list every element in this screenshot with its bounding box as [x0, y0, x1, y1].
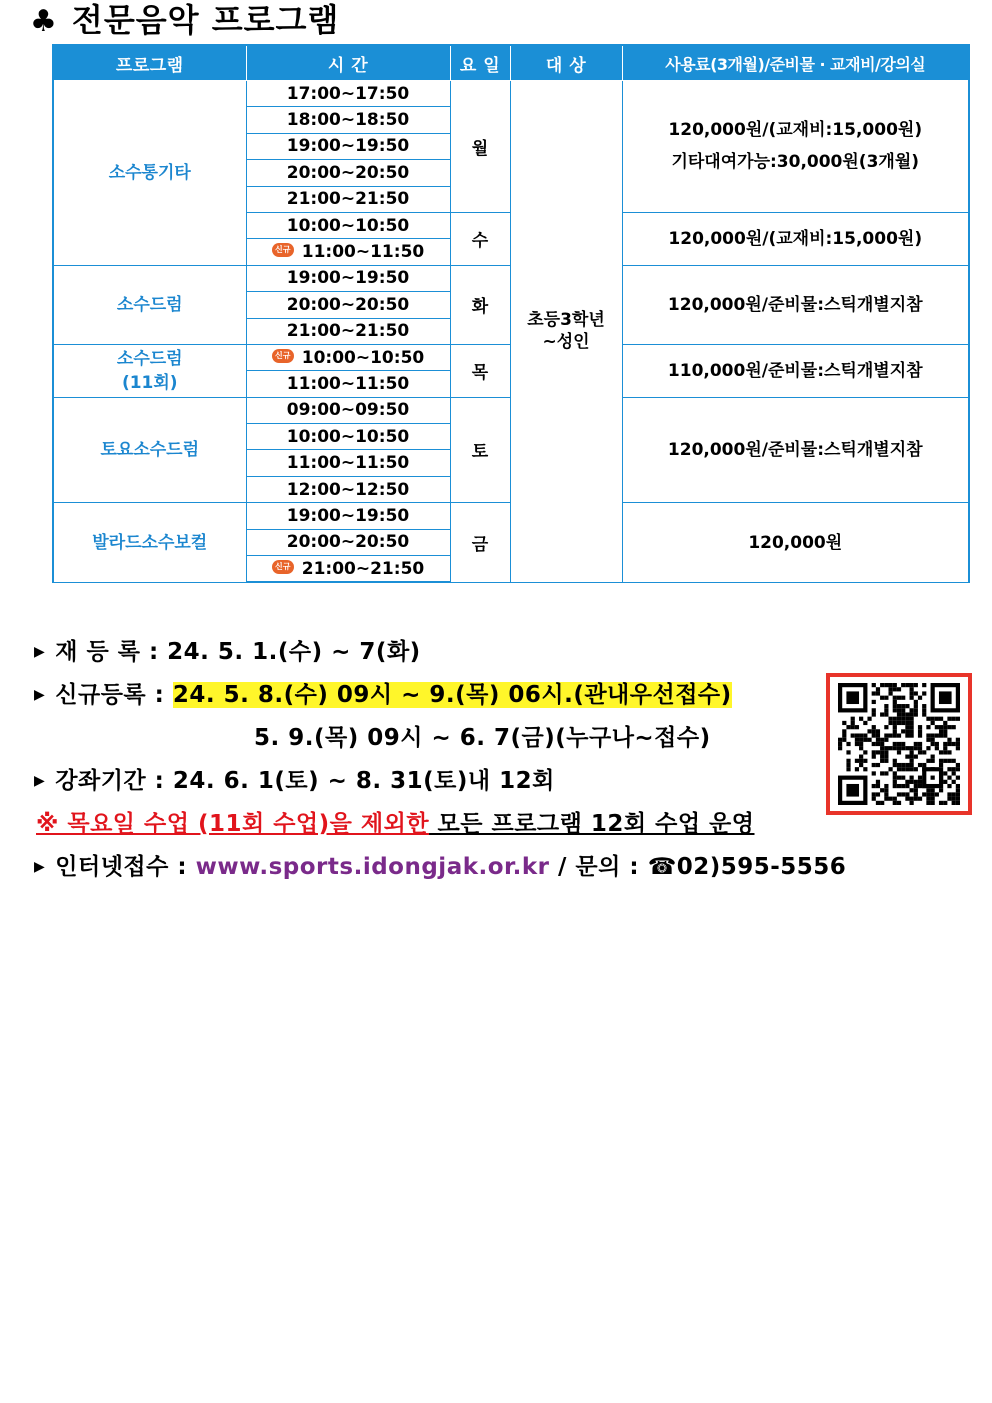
page-title: [30, 0, 339, 40]
day-cell: 목: [450, 344, 510, 397]
program-name-cell: 소수드럼 (11회): [53, 344, 246, 397]
time-cell: 신규 11:00~11:50: [246, 239, 450, 265]
time-cell: 10:00~10:50: [246, 212, 450, 238]
new-register-label: 신규등록 :: [55, 682, 173, 708]
new-register-line-2: [254, 722, 711, 754]
time-cell: 19:00~19:50: [246, 503, 450, 529]
page-title-text: 전문음악 프로그램: [71, 1, 340, 39]
website-link[interactable]: www.sports.idongjak.or.kr: [195, 854, 550, 880]
bullet-triangle-icon: ▶: [34, 859, 46, 875]
new-badge-icon: 신규: [272, 243, 294, 257]
program-name-cell: 발라드소수보컬: [53, 503, 246, 583]
fee-cell: 120,000원/(교재비:15,000원) 기타대여가능:30,000원(3개월): [622, 81, 969, 213]
time-cell: 10:00~10:50: [246, 424, 450, 450]
fee-cell: 110,000원/준비물:스틱개별지참: [622, 344, 969, 397]
club-icon: ♣: [30, 4, 58, 39]
program-name-cell: 소수통기타: [53, 81, 246, 266]
qr-code[interactable]: [826, 673, 972, 815]
qr-code-icon: [838, 683, 960, 805]
time-cell: 09:00~09:50: [246, 397, 450, 423]
time-cell: 21:00~21:50: [246, 186, 450, 212]
time-cell: 20:00~20:50: [246, 160, 450, 186]
day-cell: 수: [450, 212, 510, 265]
header-program: 프로그램: [53, 45, 246, 81]
reregister-text: 재 등 록 : 24. 5. 1.(수) ~ 7(화): [55, 639, 421, 665]
day-cell: 화: [450, 265, 510, 344]
schedule-body: [53, 81, 969, 583]
day-cell: 토: [450, 397, 510, 503]
new-badge-icon: 신규: [272, 349, 294, 363]
program-name-cell: 소수드럼: [53, 265, 246, 344]
day-cell: 금: [450, 503, 510, 583]
table-header-row: [53, 45, 969, 81]
notice-line: [36, 808, 755, 840]
header-fee: 사용료(3개월)/준비물 · 교재비/강의실: [622, 45, 969, 81]
new-badge-icon: 신규: [272, 560, 294, 574]
online-register-line: [34, 851, 846, 883]
header-time: 시 간: [246, 45, 450, 81]
time-cell: 21:00~21:50: [246, 318, 450, 344]
fee-cell: 120,000원/준비물:스틱개별지참: [622, 265, 969, 344]
day-cell: 월: [450, 81, 510, 213]
time-cell: 20:00~20:50: [246, 529, 450, 555]
time-cell: 18:00~18:50: [246, 107, 450, 133]
contact-text: / 문의 : ☎02)595-5556: [549, 854, 847, 880]
time-cell: 신규 21:00~21:50: [246, 556, 450, 583]
schedule-table: [52, 44, 970, 583]
time-cell: 12:00~12:50: [246, 476, 450, 502]
time-cell: 19:00~19:50: [246, 133, 450, 159]
program-name-cell: 토요소수드럼: [53, 397, 246, 503]
notice-red-text: ※ 목요일 수업 (11회 수업)을 제외한: [36, 811, 430, 837]
target-cell: 초등3학년 ~성인: [510, 81, 622, 583]
new-register-period-1: 24. 5. 8.(수) 09시 ~ 9.(목) 06시.(관내우선접수): [172, 682, 732, 708]
course-period-text: 강좌기간 : 24. 6. 1(토) ~ 8. 31(토)내 12회: [55, 768, 555, 794]
time-cell: 11:00~11:50: [246, 371, 450, 397]
reregister-line: [34, 636, 421, 668]
bullet-triangle-icon: ▶: [34, 773, 46, 789]
course-period-line: [34, 765, 555, 797]
time-cell: 19:00~19:50: [246, 265, 450, 291]
online-register-label: 인터넷접수 :: [55, 854, 196, 880]
fee-cell: 120,000원: [622, 503, 969, 583]
new-register-line: [34, 679, 732, 711]
time-cell: 20:00~20:50: [246, 292, 450, 318]
header-target: 대 상: [510, 45, 622, 81]
time-cell: 신규 10:00~10:50: [246, 344, 450, 370]
new-register-period-2: 5. 9.(목) 09시 ~ 6. 7(금)(누구나~접수): [254, 725, 711, 751]
header-day: 요 일: [450, 45, 510, 81]
bullet-triangle-icon: ▶: [34, 687, 46, 703]
notice-rest-text: 모든 프로그램 12회 수업 운영: [429, 811, 755, 837]
time-cell: 11:00~11:50: [246, 450, 450, 476]
fee-cell: 120,000원/준비물:스틱개별지참: [622, 397, 969, 503]
bullet-triangle-icon: ▶: [34, 644, 46, 660]
fee-cell: 120,000원/(교재비:15,000원): [622, 212, 969, 265]
table-row: [53, 81, 969, 107]
time-cell: 17:00~17:50: [246, 81, 450, 107]
